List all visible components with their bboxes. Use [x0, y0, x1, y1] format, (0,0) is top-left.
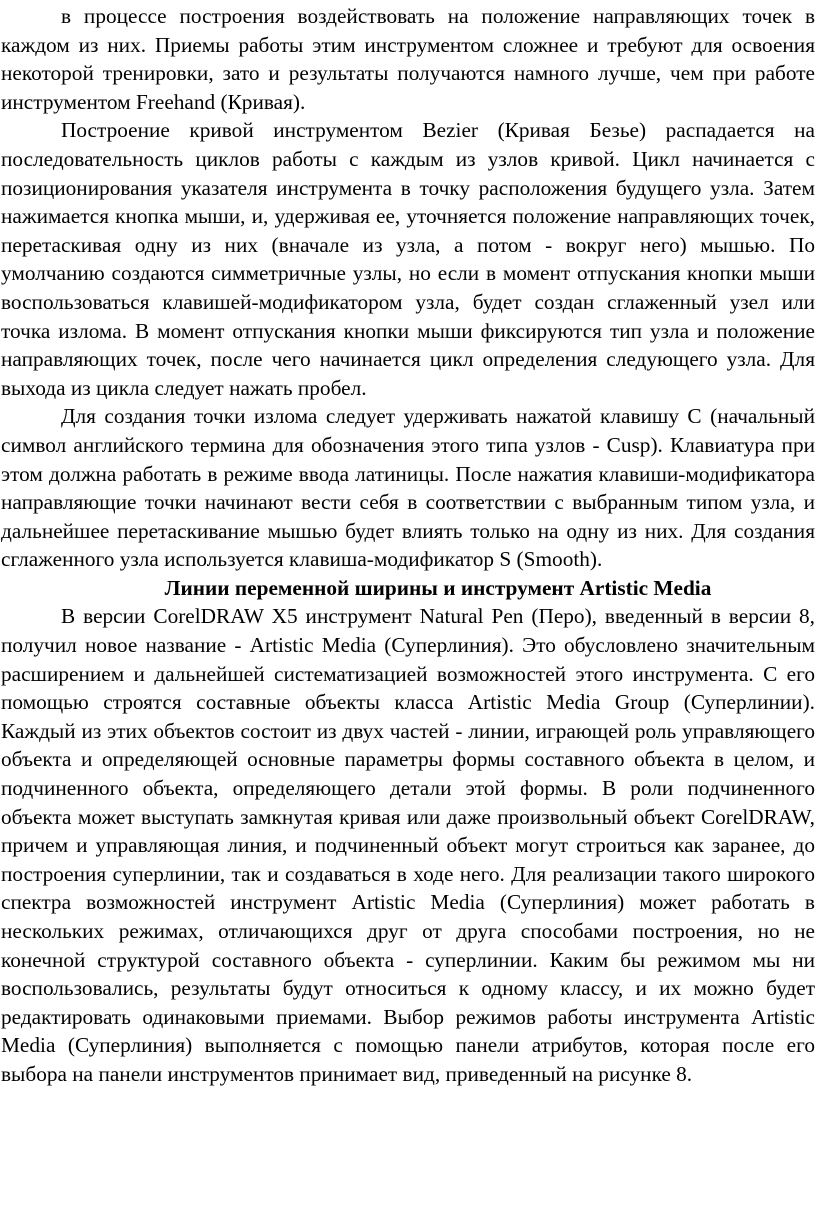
paragraph-cusp-node: Для создания точки излома следует удерживать нажатой клавишу С (начальный символ английского термина для обозначения этого типа узлов - Cusp). Клавиатура при этом должна работать в режиме ввода латиницы. После нажатия клавиши-модификатора направляющие точки начинают вести себя в соответствии с выбранным типом узла, и дальнейшее перетаскивание мышью будет влиять только на одну из них. Для создания сглаженного узла используется клавиша-модификатор S (Smooth). [1, 404, 815, 572]
paragraph-continuation: в процессе построения воздействовать на положение направляющих точек в каждом из них. Приемы работы этим инструментом сложнее и требуют для освоения некоторой тренировки, зато и результаты получаются намного лучше, чем при работе инструментом Freehand (Кривая). [1, 4, 815, 114]
paragraph-artistic-media: В версии CorelDRAW X5 инструмент Natural Pen (Перо), введенный в версии 8, получил новое название - Artistic Media (Суперлиния). Это обусловлено значительным расширением и дальнейшей систематизацией возможностей этого инструмента. С его помощью строятся составные объекты класса Artistic Media Group (Суперлинии). Каждый из этих объектов состоит из двух частей - линии, играющей роль управляющего объекта и определяющей основные параметры формы составного объекта в целом, и подчиненного объекта, определяющего детали этой формы. В роли подчиненного объекта может выступать замкнутая кривая или даже произвольный объект CorelDRAW, причем и управляющая линия, и подчиненный объект могут строиться как заранее, до построения суперлинии, так и создаваться в ходе него. Для реализации такого широкого спектра возможностей инструмент Artistic Media (Суперлиния) может работать в нескольких режимах, отличающихся друг от друга способами построения, но не конечной структурой составного объекта - суперлинии. Каким бы режимом мы ни воспользовались, результаты будут относиться к одному классу, и их можно будет редактировать одинаковыми приемами. Выбор режимов работы инструмента Artistic Media (Суперлиния) выполняется с помощью панели атрибутов, которая после его выбора на панели инструментов принимает вид, приведенный на рисунке 8. [1, 604, 815, 1086]
section-heading: Линии переменной ширины и инструмент Artistic Media [164, 575, 712, 600]
paragraph-bezier-construction: Построение кривой инструментом Bezier (Кривая Безье) распадается на последовательность циклов работы с каждым из узлов кривой. Цикл начинается с позиционирования указателя инструмента в точку расположения будущего узла. Затем нажимается кнопка мыши, и, удерживая ее, уточняется положение направляющих точек, перетаскивая одну из них (вначале из узла, а потом - вокруг него) мышью. По умолчанию создаются симметричные узлы, но если в момент отпускания кнопки мыши воспользоваться клавишей-модификатором узла, будет создан сглаженный узел или точка излома. В момент отпускания кнопки мыши фиксируются тип узла и положение направляющих точек, после чего начинается цикл определения следующего узла. Для выхода из цикла следует нажать пробел. [1, 118, 815, 400]
